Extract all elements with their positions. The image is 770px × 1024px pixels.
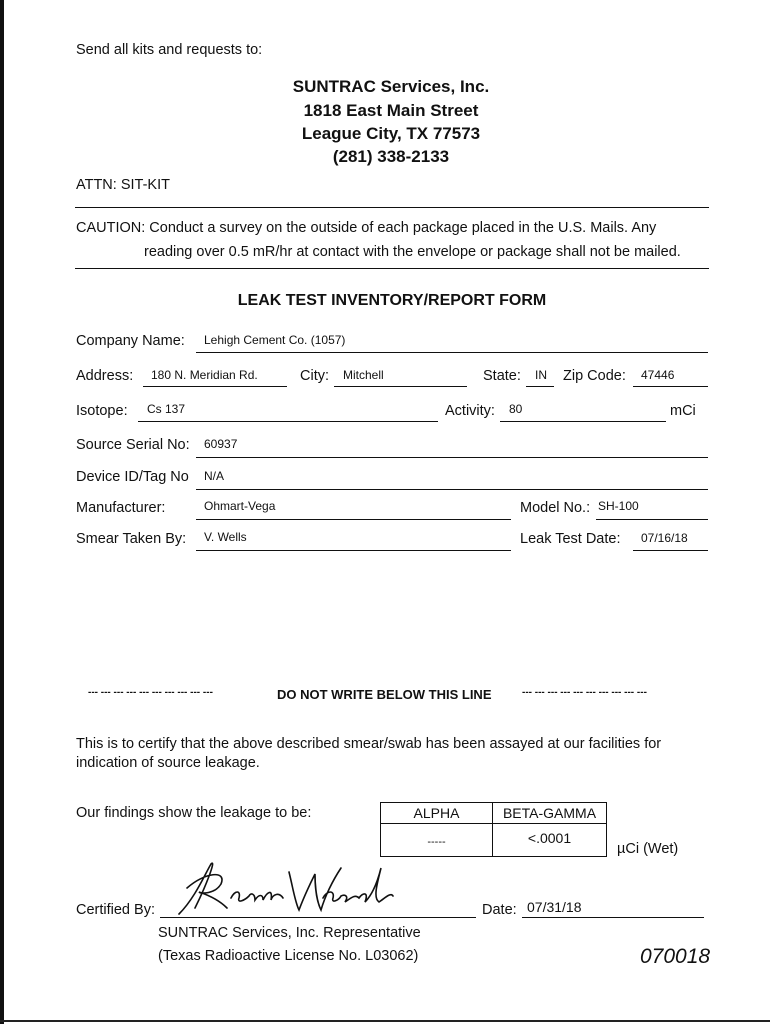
send-to-text: Send all kits and requests to: [76, 42, 263, 58]
state-field[interactable]: IN [535, 368, 547, 382]
device-underline [196, 489, 708, 490]
date-label: Date: [482, 902, 517, 918]
zip-underline [633, 386, 708, 387]
left-edge-bar [0, 0, 4, 1024]
certify-line-2: indication of source leakage. [76, 755, 260, 771]
company-name-heading: SUNTRAC Services, Inc. [292, 77, 490, 96]
phone-number: (281) 338-2133 [332, 147, 450, 166]
findings-unit: µCi (Wet) [617, 841, 679, 857]
street-address: 1818 East Main Street [303, 101, 479, 120]
leak-date-underline [633, 550, 708, 551]
smear-underline [196, 550, 511, 551]
manufacturer-underline [196, 519, 511, 520]
address-underline [143, 386, 287, 387]
date-field[interactable]: 07/31/18 [527, 899, 582, 915]
activity-label: Activity: [445, 403, 495, 419]
alpha-header-cell [380, 802, 493, 824]
city-field[interactable]: Mitchell [343, 368, 384, 382]
beta-gamma-header: BETA-GAMMA [502, 805, 597, 821]
zip-label: Zip Code: [563, 368, 626, 384]
activity-underline [500, 421, 666, 422]
activity-field[interactable]: 80 [509, 402, 523, 416]
city-underline [334, 386, 467, 387]
beta-value-cell[interactable] [492, 823, 607, 857]
smear-label: Smear Taken By: [76, 531, 187, 547]
smear-field[interactable]: V. Wells [204, 530, 247, 544]
company-label: Company Name: [76, 333, 185, 349]
alpha-value: ----- [427, 836, 446, 848]
state-label: State: [483, 368, 521, 384]
serial-label: Source Serial No: [76, 437, 190, 453]
manufacturer-field[interactable]: Ohmart-Vega [204, 499, 276, 513]
isotope-field[interactable]: Cs 137 [147, 402, 186, 416]
attn-text: ATTN: SIT-KIT [76, 177, 170, 193]
company-underline [196, 352, 708, 353]
company-field[interactable]: Lehigh Cement Co. (1057) [204, 333, 346, 347]
form-title: LEAK TEST INVENTORY/REPORT FORM [237, 292, 547, 309]
date-underline [522, 917, 704, 918]
certify-line-1: This is to certify that the above described smear/swab has been assayed at our facilities for [76, 736, 662, 752]
zip-field[interactable]: 47446 [641, 368, 675, 382]
serial-field[interactable]: 60937 [204, 437, 238, 451]
serial-underline [196, 457, 708, 458]
representative-line-2: (Texas Radioactive License No. L03062) [158, 948, 419, 964]
device-label: Device ID/Tag No [76, 469, 189, 485]
certified-by-underline [160, 917, 476, 918]
leak-date-label: Leak Test Date: [520, 531, 621, 547]
beta-header-cell [492, 802, 607, 824]
device-field[interactable]: N/A [204, 469, 225, 483]
isotope-underline [138, 421, 438, 422]
state-underline [526, 386, 554, 387]
address-field[interactable]: 180 N. Meridian Rd. [151, 368, 258, 382]
alpha-value-cell[interactable] [380, 823, 493, 857]
isotope-label: Isotope: [76, 403, 128, 419]
findings-label: Our findings show the leakage to be: [76, 805, 312, 821]
manufacturer-label: Manufacturer: [76, 500, 166, 516]
caution-top-rule [75, 207, 709, 208]
document-number: 070018 [640, 945, 711, 968]
model-underline [596, 519, 708, 520]
activity-unit: mCi [670, 403, 696, 419]
caution-bottom-rule [75, 268, 709, 269]
certified-by-label: Certified By: [76, 902, 155, 918]
signature-graphic [165, 858, 395, 920]
divider-dashes-left: --- --- --- --- --- --- --- --- --- --- [88, 687, 213, 698]
city-label: City: [300, 368, 329, 384]
alpha-header: ALPHA [413, 805, 460, 821]
do-not-write-text: DO NOT WRITE BELOW THIS LINE [277, 687, 492, 702]
address-label: Address: [76, 368, 134, 384]
caution-line-1: CAUTION: Conduct a survey on the outside of each package placed in the U.S. Mails. Any [76, 220, 657, 236]
bottom-edge-line [0, 1020, 770, 1022]
model-label: Model No.: [520, 500, 591, 516]
caution-line-2: reading over 0.5 mR/hr at contact with the envelope or package shall not be mailed. [144, 244, 681, 260]
leak-date-field[interactable]: 07/16/18 [641, 531, 688, 545]
beta-gamma-value: <.0001 [527, 830, 572, 846]
model-field[interactable]: SH-100 [598, 499, 639, 513]
representative-line-1: SUNTRAC Services, Inc. Representative [158, 925, 421, 941]
city-state-zip: League City, TX 77573 [301, 124, 481, 143]
divider-dashes-right: --- --- --- --- --- --- --- --- --- --- [522, 687, 647, 698]
